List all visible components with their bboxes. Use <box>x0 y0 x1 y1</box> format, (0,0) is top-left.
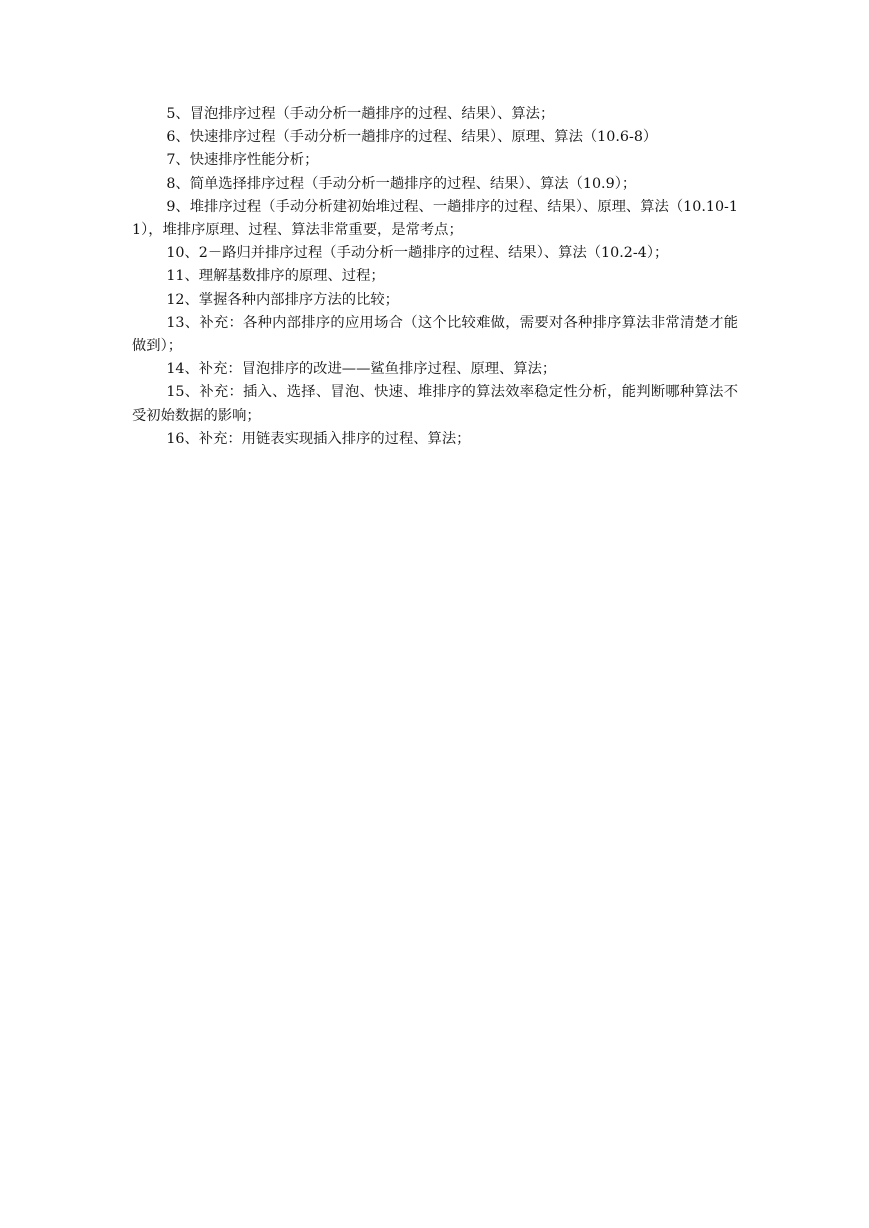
list-item-9: 9、堆排序过程（手动分析建初始堆过程、一趟排序的过程、结果）、原理、算法（10.10-11），堆排序原理、过程、算法非常重要，是常考点； <box>132 198 738 239</box>
list-item-14: 14、补充：冒泡排序的改进——鲨鱼排序过程、原理、算法； <box>166 361 557 378</box>
list-item-8: 8、简单选择排序过程（手动分析一趟排序的过程、结果）、算法（10.9）； <box>166 175 637 192</box>
list-item-11: 11、理解基数排序的原理、过程； <box>166 268 385 285</box>
document-body <box>132 103 738 451</box>
list-item-7: 7、快速排序性能分析； <box>166 152 319 169</box>
list-item-5: 5、冒泡排序过程（手动分析一趟排序的过程、结果）、算法； <box>166 106 555 122</box>
list-item-13: 13、补充：各种内部排序的应用场合（这个比较难做，需要对各种排序算法非常清楚才能做到）； <box>132 314 738 355</box>
list-item-16: 16、补充：用链表实现插入排序的过程、算法； <box>166 430 471 447</box>
list-item-10: 10、2－路归并排序过程（手动分析一趟排序的过程、结果）、算法（10.2-4）； <box>166 245 669 262</box>
list-item-12: 12、掌握各种内部排序方法的比较； <box>166 291 399 308</box>
list-item-15: 15、补充：插入、选择、冒泡、快速、堆排序的算法效率稳定性分析，能判断哪种算法不受初始数据的影响； <box>132 384 738 424</box>
list-item-6: 6、快速排序过程（手动分析一趟排序的过程、结果）、原理、算法（10.6-8） <box>166 129 658 146</box>
